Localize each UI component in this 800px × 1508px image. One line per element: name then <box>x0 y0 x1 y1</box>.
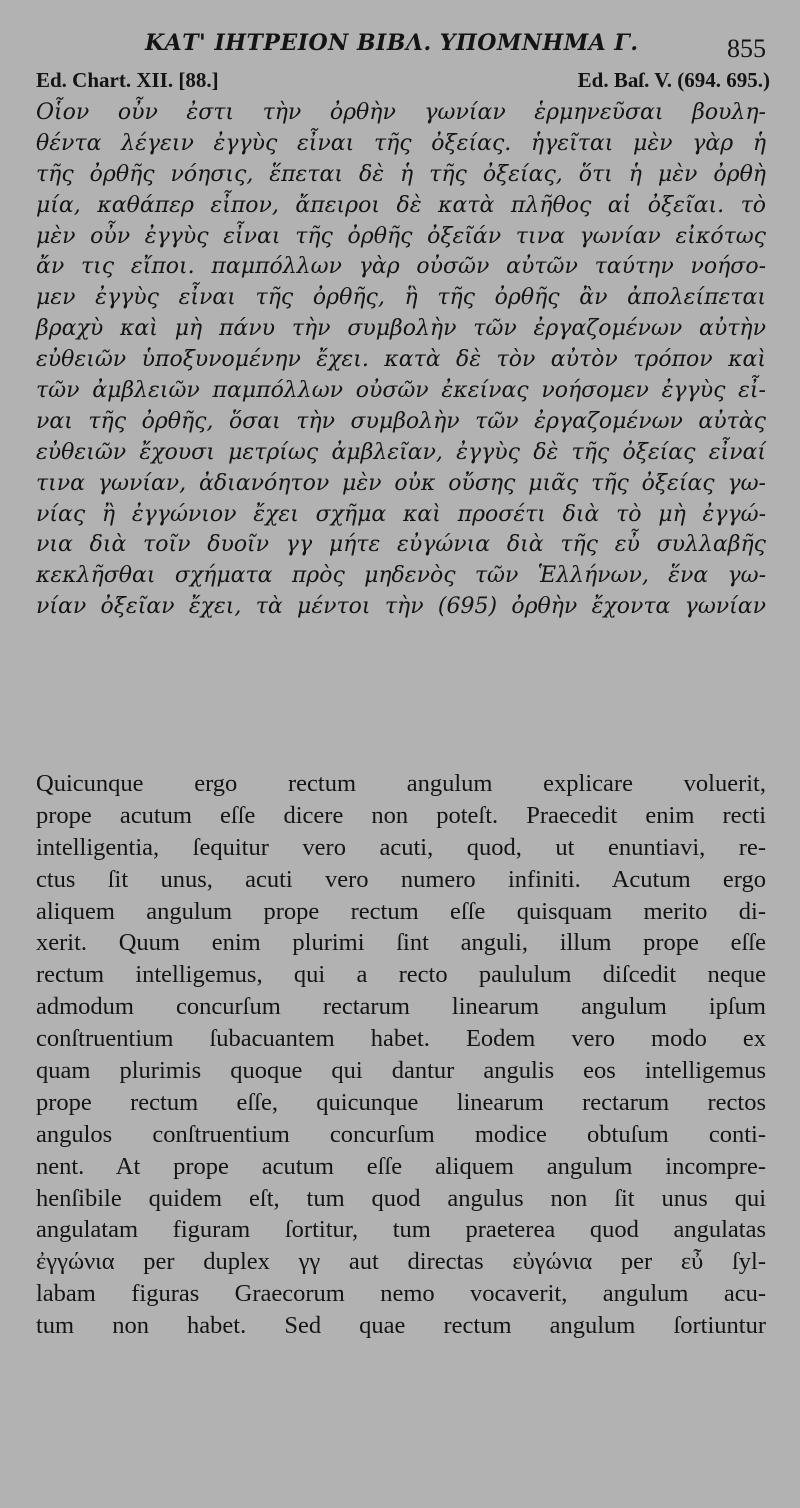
latin-line: Quicunque ergo rectum angulum explicare voluerit, <box>36 770 766 797</box>
latin-line: rectum intelligemus, qui a recto paululum diſcedit neque <box>36 961 766 989</box>
running-title: ΚΑΤ' ΙΗΤΡΕΙΟΝ ΒΙΒΛ. ΥΠΟΜΝΗΜΑ Γ. <box>145 30 639 56</box>
greek-line: ἄν τις εἴποι. παμπόλλων γὰρ οὐσῶν αὐτῶν ταύτην νοήσο- <box>36 254 766 280</box>
greek-line: μὲν οὖν ἐγγὺς εἶναι τῆς ὀρθῆς ὀξεῖάν τινα γωνίαν εἰκότως <box>36 223 766 249</box>
greek-line: εὐθειῶν ὑποξυνομένην ἔχει. κατὰ δὲ τὸν αὐτὸν τρόπον καὶ <box>36 347 766 373</box>
edition-references <box>36 68 770 96</box>
latin-line: conſtruentium ſubacuantem habet. Eodem vero modo ex <box>36 1025 766 1053</box>
page-number: 855 <box>727 34 766 63</box>
greek-line: βραχὺ καὶ μὴ πάνυ τὴν συμβολὴν τῶν ἐργαζομένων αὐτὴν <box>36 316 766 342</box>
latin-line: angulatam figuram ſortitur, tum praeterea quod angulatas <box>36 1216 766 1244</box>
latin-line: angulos conſtruentium concurſum modice obtuſum conti- <box>36 1120 766 1148</box>
latin-line: ctus ſit unus, acuti vero numero infiniti. Acutum ergo <box>36 865 766 893</box>
latin-line: prope rectum eſſe, quicunque linearum rectarum rectos <box>36 1088 766 1116</box>
greek-line: τινα γωνίαν, ἀδιανόητον μὲν οὐκ οὔσης μιᾶς τῆς ὀξείας γω- <box>36 470 766 496</box>
greek-line: εὐθειῶν ἔχουσι μετρίως ἀμβλεῖαν, ἐγγὺς δὲ τῆς ὀξείας εἶναί <box>36 439 766 465</box>
page-header <box>0 28 800 64</box>
greek-line: κεκλῆσθαι σχήματα πρὸς μηδενὸς τῶν Ἑλλήνων, ἕνα γω- <box>36 563 766 589</box>
latin-line: tum non habet. Sed quae rectum angulum ſortiuntur <box>36 1312 766 1340</box>
edition-reference-chartier: Ed. Chart. XII. [88.] <box>36 68 219 92</box>
greek-line: ναι τῆς ὀρθῆς, ὅσαι τὴν συμβολὴν τῶν ἐργαζομένων αὐτὰς <box>36 408 766 434</box>
greek-line: νια διὰ τοῖν δυοῖν γγ μήτε εὐγώνια διὰ τῆς εὖ συλλαβῆς <box>36 532 766 558</box>
greek-line: Οἷον οὖν ἐστι τὴν ὀρθὴν γωνίαν ἑρμηνεῦσαι βουλη- <box>36 100 766 125</box>
greek-line: τῆς ὀρθῆς νόησις, ἕπεται δὲ ἡ τῆς ὀξείας, ὅτι ἡ μὲν ὀρθὴ <box>36 161 766 187</box>
latin-line: xerit. Quum enim plurimi ſint anguli, illum prope eſſe <box>36 929 766 957</box>
greek-text-block <box>36 98 766 623</box>
greek-line: μία, καθάπερ εἶπον, ἄπειροι δὲ κατὰ πλῆθος αἱ ὀξεῖαι. τὸ <box>36 192 766 218</box>
greek-line: νίας ἢ ἐγγώνιον ἔχει σχῆμα καὶ προσέτι διὰ τὸ μὴ ἐγγώ- <box>36 501 766 527</box>
latin-line: prope acutum eſſe dicere non poteſt. Praecedit enim recti <box>36 801 766 829</box>
latin-text-block <box>36 768 766 1342</box>
latin-line: nent. At prope acutum eſſe aliquem angulum incompre- <box>36 1152 766 1180</box>
latin-line: labam figuras Graecorum nemo vocaverit, angulum acu- <box>36 1280 766 1308</box>
latin-line: admodum concurſum rectarum linearum angulum ipſum <box>36 993 766 1021</box>
latin-line: intelligentia, ſequitur vero acuti, quod, ut enuntiavi, re- <box>36 833 766 861</box>
greek-line: μεν ἐγγὺς εἶναι τῆς ὀρθῆς, ἣ τῆς ὀρθῆς ἂν ἀπολείπεται <box>36 285 766 311</box>
latin-line: ἐγγώνια per duplex γγ aut directas εὐγώνια per εὖ ſyl- <box>36 1248 766 1276</box>
greek-line: νίαν ὀξεῖαν ἔχει, τὰ μέντοι τὴν (695) ὀρθὴν ἔχοντα γωνίαν <box>36 594 766 620</box>
latin-line: quam plurimis quoque qui dantur angulis eos intelligemus <box>36 1057 766 1085</box>
latin-line: aliquem angulum prope rectum eſſe quisquam merito di- <box>36 897 766 925</box>
edition-reference-basel: Ed. Baſ. V. (694. 695.) <box>577 68 770 92</box>
greek-line: θέντα λέγειν ἐγγὺς εἶναι τῆς ὀξείας. ἡγεῖται μὲν γὰρ ἡ <box>36 130 766 156</box>
latin-line: henſibile quidem eſt, tum quod angulus non ſit unus qui <box>36 1184 766 1212</box>
greek-line: τῶν ἀμβλειῶν παμπόλλων οὐσῶν ἐκείνας νοήσομεν ἐγγὺς εἶ- <box>36 378 766 404</box>
